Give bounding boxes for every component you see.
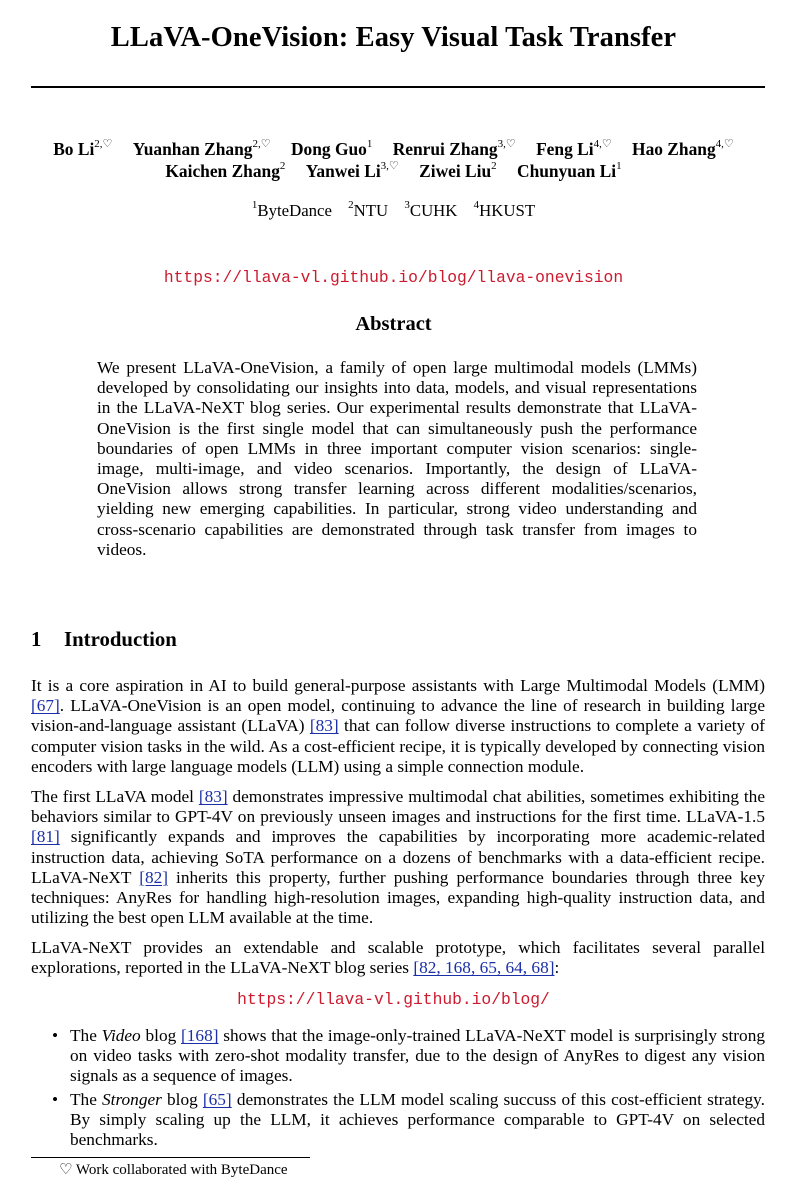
citation-link[interactable]: [65] xyxy=(202,1090,232,1109)
section-title: Introduction xyxy=(64,628,177,651)
citation-link[interactable]: [67] xyxy=(31,696,60,716)
affiliation: $^1$ByteDance xyxy=(251,199,332,220)
author-line-2 xyxy=(0,161,787,182)
affiliation: $^2$NTU xyxy=(348,199,389,220)
citation-link[interactable]: [82] xyxy=(139,867,168,887)
blog-url-link[interactable]: https://llava-vl.github.io/blog/ xyxy=(237,990,550,1009)
intro-paragraph-1: It is a core aspiration in AI to build general-purpose assistants with Large Multimodal Models (LMM) [67]. LLaVA-OneVision is an open model, continuing to advance the line of research in building large vision-and-language assistant (LLaVA) [83] that can follow diverse instructions to complete a variety of computer vision tasks in the wild. As a cost-efficient recipe, it is typically developed by connecting vision encoders with large language models (LLM) using a simple connection module. xyxy=(31,676,765,776)
list-item: • The Video blog [168] shows that the image-only-trained LLaVA-NeXT model is surprisingly strong on video tasks with zero-shot modality transfer, due to the design of AnyRes to digest any vision signals as a sequence of images. xyxy=(52,1026,765,1086)
author: Chunyuan Li$^1$ xyxy=(517,160,622,181)
author: Ziwei Liu$^2$ xyxy=(419,160,497,181)
citation-link[interactable]: [83] xyxy=(198,787,228,806)
project-url-link[interactable]: https://llava-vl.github.io/blog/llava-onevision xyxy=(163,268,624,287)
citation-link[interactable]: [83] xyxy=(309,716,339,736)
author: Dong Guo$^1$ xyxy=(290,138,373,159)
title-rule xyxy=(31,86,765,88)
footnote-rule xyxy=(31,1157,310,1158)
author: Yuanhan Zhang$^{2,♡}$ xyxy=(132,138,271,159)
intro-paragraph-2: The first LLaVA model [83] demonstrates impressive multimodal chat abilities, sometimes exhibiting the behaviors similar to GPT-4V on previously unseen images and instructions for the first time. LLaVA-1.5 [81] significantly expands and improves the capabilities by incorporating more academic-related instruction data, achieving SoTA performance on a dozens of benchmarks with a data-efficient recipe. LLaVA-NeXT [82] inherits this property, further pushing performance boundaries through three key techniques: AnyRes for handling high-resolution images, expanding high-quality instruction data, and utilizing the best open LLM available at the time. xyxy=(31,787,765,928)
abstract-heading: Abstract xyxy=(355,313,432,335)
author: Kaichen Zhang$^2$ xyxy=(165,160,286,181)
affiliation: $^4$HKUST xyxy=(473,199,536,220)
citation-link[interactable]: [82, 168, 65, 64, 68] xyxy=(413,958,555,978)
intro-paragraph-3: LLaVA-NeXT provides an extendable and scalable prototype, which facilitates several parallel explorations, reported in the LLaVA-NeXT blog series [82, 168, 65, 64, 68]: xyxy=(31,938,765,978)
bullet-marker: • xyxy=(52,1090,59,1109)
author: Yanwei $Li^{3,♡}$ xyxy=(305,160,399,181)
affiliation: $^3$CUHK xyxy=(404,199,458,220)
affiliations xyxy=(0,201,787,221)
section-number: 1 xyxy=(31,628,42,651)
bullet-marker: • xyxy=(52,1026,59,1045)
paper-title: LLaVA-OneVision: Easy Visual Task Transfer xyxy=(110,22,677,53)
abstract-text: We present LLaVA-OneVision, a family of open large multimodal models (LMMs) developed by consolidating our insights into data, models, and visual representations in the LLaVA-NeXT blog series. Our experimental results demonstrate that LLaVA-OneVision is the first single model that can simultaneously push the performance boundaries of open LMMs in three important computer vision scenarios: single-image, multi-image, and video scenarios. Importantly, the design of LLaVA-OneVision allows strong transfer learning across different modalities/scenarios, yielding new emerging capabilities. In particular, strong video understanding and cross-scenario capabilities are demonstrated through task transfer from images to videos. xyxy=(97,358,697,559)
author: Bo $Li^{2,♡}$ xyxy=(53,138,113,159)
citation-link[interactable]: [81] xyxy=(31,827,60,847)
footnote: ♡ Work collaborated with ByteDance xyxy=(59,1162,288,1178)
author: Feng $Li^{4,♡}$ xyxy=(536,138,612,159)
section-heading-introduction xyxy=(31,628,177,652)
list-item: • The Stronger blog [65] demonstrates the LLM model scaling succuss of this cost-efficient strategy. By simply scaling up the LLM, it achieves performance comparable to GPT-4V on selected benchmarks. xyxy=(52,1090,765,1150)
author: Renrui Zhang$^{3,♡}$ xyxy=(392,138,516,159)
author: Hao Zhang$^{4,♡}$ xyxy=(632,138,734,159)
author-line-1 xyxy=(0,139,787,160)
citation-link[interactable]: [168] xyxy=(181,1026,219,1045)
